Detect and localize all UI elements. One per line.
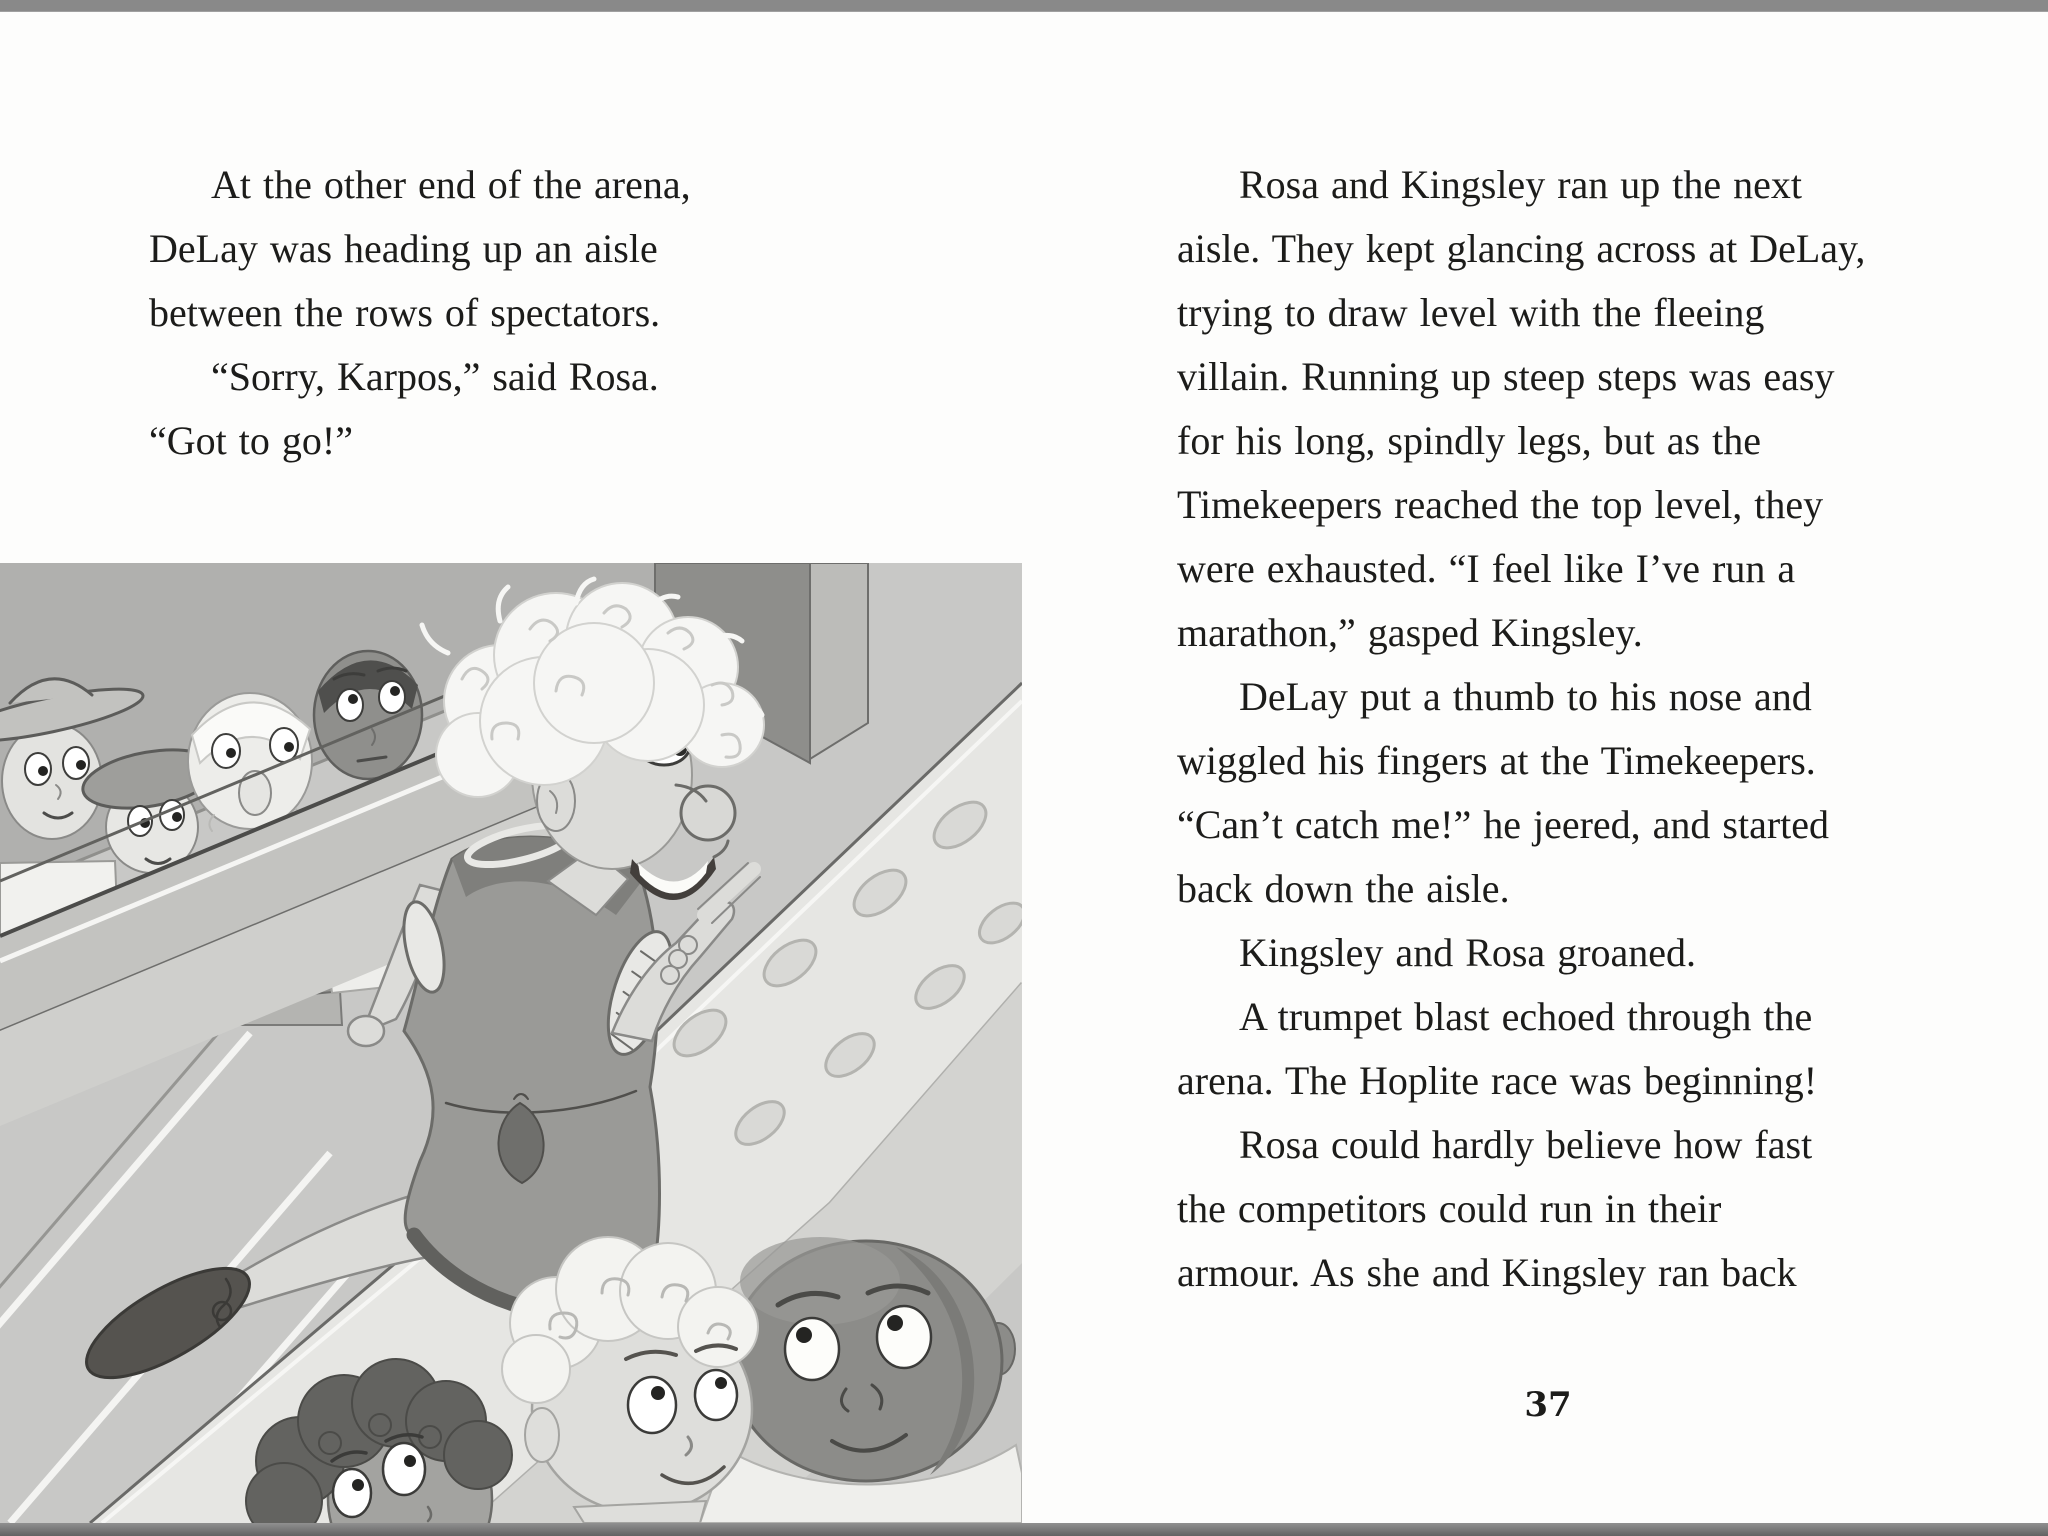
text-line: “Got to go!” — [149, 418, 353, 463]
story-illustration — [0, 563, 1022, 1523]
text-line: Timekeepers reached the top level, they — [1177, 482, 1824, 527]
text-line: Rosa could hardly believe how fast — [1239, 1122, 1813, 1167]
left-text-column — [149, 153, 891, 473]
text-line: the competitors could run in their — [1177, 1186, 1722, 1231]
text-line: back down the aisle. — [1177, 866, 1510, 911]
text-line: aisle. They kept glancing across at DeLay, — [1177, 226, 1866, 271]
text-line: DeLay was heading up an aisle — [149, 226, 658, 271]
text-line: DeLay put a thumb to his nose and — [1239, 674, 1812, 719]
text-line: Kingsley and Rosa groaned. — [1239, 930, 1697, 975]
text-line: between the rows of spectators. — [149, 290, 661, 335]
text-line: “Can’t catch me!” he jeered, and started — [1177, 802, 1830, 847]
text-line: arena. The Hoplite race was beginning! — [1177, 1058, 1818, 1103]
text-line: wiggled his fingers at the Timekeepers. — [1177, 738, 1816, 783]
text-line: marathon,” gasped Kingsley. — [1177, 610, 1643, 655]
right-text-column — [1177, 153, 1919, 1305]
text-line: armour. As she and Kingsley ran back — [1177, 1250, 1797, 1295]
illustration-svg — [0, 563, 1022, 1523]
delay-nose — [681, 786, 735, 840]
text-line: were exhausted. “I feel like I’ve run a — [1177, 546, 1796, 591]
text-line: Rosa and Kingsley ran up the next — [1239, 162, 1802, 207]
window-bottom-bar — [0, 1523, 2048, 1536]
text-line: At the other end of the arena, — [211, 162, 691, 207]
window-top-bar — [0, 0, 2048, 12]
text-line: for his long, spindly legs, but as the — [1177, 418, 1761, 463]
text-line: trying to draw level with the fleeing — [1177, 290, 1765, 335]
text-line: villain. Running up steep steps was easy — [1177, 354, 1835, 399]
text-line: “Sorry, Karpos,” said Rosa. — [211, 354, 659, 399]
text-line: A trumpet blast echoed through the — [1239, 994, 1813, 1039]
page-number: 37 — [1524, 1385, 1572, 1425]
